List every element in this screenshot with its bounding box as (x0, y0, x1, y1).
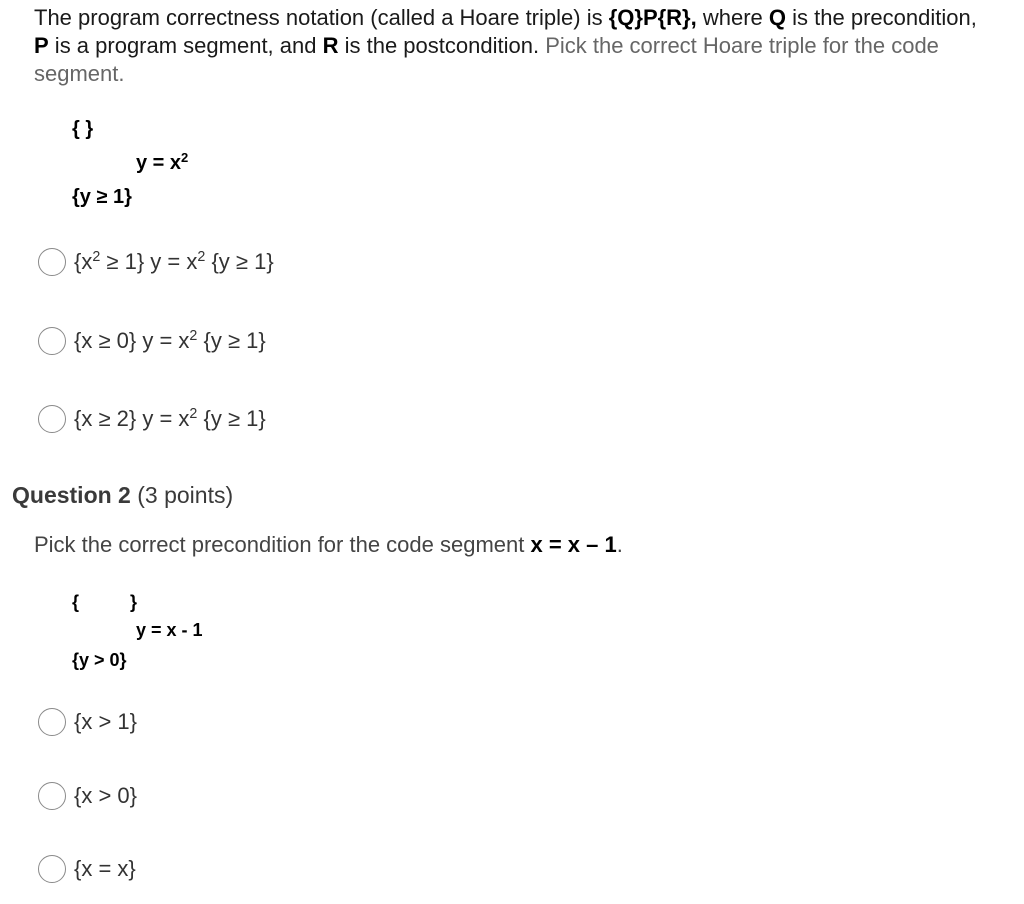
radio-button[interactable] (38, 327, 66, 355)
q1-code-statement: $y = x^2$ (136, 149, 189, 174)
radio-button[interactable] (38, 248, 66, 276)
q2-option-2-label: {x > 0} (74, 783, 138, 808)
question-2-prompt: Pick the correct precondition for the code segment x = x – 1. (34, 532, 623, 557)
q2-code-postcondition: {y > 0} (72, 650, 127, 670)
q2-code-pre-open: { (72, 592, 80, 612)
q1-option-1-label: $\{x^2 \ge 1\} y = x^2$ {y ≥ 1} (74, 249, 274, 274)
q1-option-3-label: {x ≥ 2} $y = x^2$ {y ≥ 1} (74, 406, 266, 431)
radio-button[interactable] (38, 708, 66, 736)
radio-button[interactable] (38, 782, 66, 810)
question-2-heading: Question 2 (3 points) (12, 482, 234, 508)
q1-option-3[interactable] (38, 403, 266, 435)
q1-option-2[interactable] (38, 325, 266, 357)
question-1-text: The program correctness notation (called a Hoare triple) is {Q}P{R}, where Q is the precondition, P is a program segment, and R is the postcondition. Pick the correct Hoare triple for the code segment. (34, 5, 977, 86)
q1-option-2-label: {x ≥ 0} $y = x^2$ {y ≥ 1} (74, 328, 266, 353)
q2-option-3-label: {x = x} (74, 856, 136, 881)
q1-option-1[interactable] (38, 246, 274, 278)
q2-option-3[interactable] (38, 853, 136, 885)
q2-code-pre-close: } (130, 592, 138, 612)
radio-button[interactable] (38, 405, 66, 433)
question-1-instruction: Pick the correct Hoare triple for the code segment. (34, 33, 939, 86)
radio-button[interactable] (38, 855, 66, 883)
q2-code-statement: y = x - 1 (136, 620, 203, 640)
q1-code-precondition: { } (72, 118, 94, 140)
q2-option-2[interactable] (38, 780, 137, 812)
q2-option-1-label: {x > 1} (74, 709, 138, 734)
q2-option-1[interactable] (38, 706, 137, 738)
q1-code-postcondition: {y ≥ 1} (72, 186, 132, 208)
